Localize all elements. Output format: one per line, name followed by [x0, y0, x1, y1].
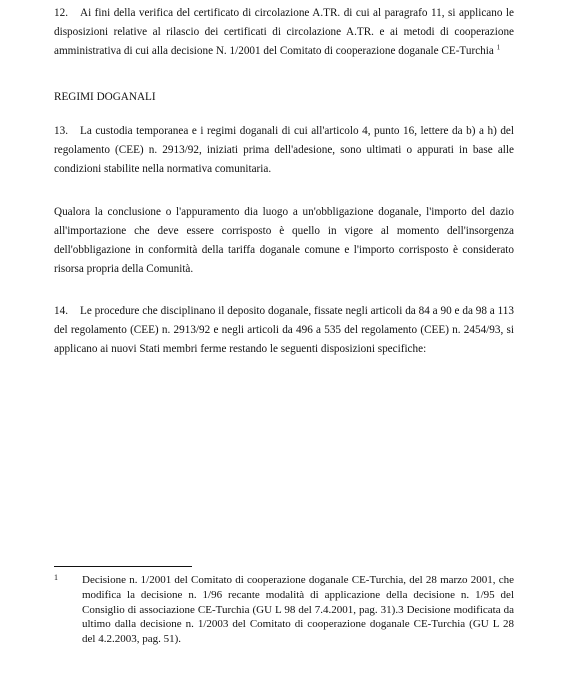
paragraph-13 — [54, 122, 514, 179]
paragraph-text: La custodia temporanea e i regimi doganali di cui all'articolo 4, punto 16, lettere da b) a h) del regolamento (CEE) n. 2913/92, iniziati prima dell'adesione, sono ultimati o appurati in base alle condizioni stabilite nella normativa comunitaria. — [54, 125, 514, 175]
paragraph-number: 14. — [54, 305, 68, 317]
paragraph-text: Le procedure che disciplinano il deposito doganale, fissate negli articoli da 84 a 90 e da 98 a 113 del regolamento (CEE) n. 2913/92 e negli articoli da 496 a 535 del regolamento (CEE) n. 2454/93, si applicano ai nuovi Stati membri ferme restando le seguenti disposizioni specifiche: — [54, 305, 514, 355]
footnote — [54, 573, 514, 647]
paragraph-12 — [54, 4, 514, 61]
section-heading: REGIMI DOGANALI — [54, 91, 156, 103]
footnote-mark: 1 — [54, 573, 58, 582]
footnote-text: Decisione n. 1/2001 del Comitato di cooperazione doganale CE-Turchia, del 28 marzo 2001, che modifica la decisione n. 1/96 recante modalità di applicazione della decisione n. 1/95 del Consiglio di associazione CE-Turchia (GU L 98 del 7.4.2001, pag. 31).3 Decisione modificata da ultimo dalla decisione n. 1/2003 del Comitato di cooperazione doganale CE-Turchia (GU L 28 del 4.2.2003, pag. 51). — [82, 574, 514, 646]
paragraph-14 — [54, 302, 514, 359]
paragraph-number: 12. — [54, 7, 68, 19]
paragraph-number: 13. — [54, 125, 68, 137]
footnote-separator — [54, 566, 192, 567]
footnote-reference: 1 — [496, 43, 501, 52]
paragraph-qualora: Qualora la conclusione o l'appuramento dia luogo a un'obbligazione doganale, l'importo del dazio all'importazione che deve essere corrisposto è quello in vigore al momento dell'insorgenza dell'obbligazione in conformità della tariffa doganale comune e l'importo corrisposto è considerato risorsa propria della Comunità. — [54, 206, 514, 275]
paragraph-text: Ai fini della verifica del certificato di circolazione A.TR. di cui al paragrafo 11, si applicano le disposizioni relative al rilascio dei certificati di circolazione A.TR. e ai metodi di cooperazione amministrativa di cui alla decisione N. 1/2001 del Comitato di cooperazione doganale CE-Turchia — [54, 7, 514, 57]
